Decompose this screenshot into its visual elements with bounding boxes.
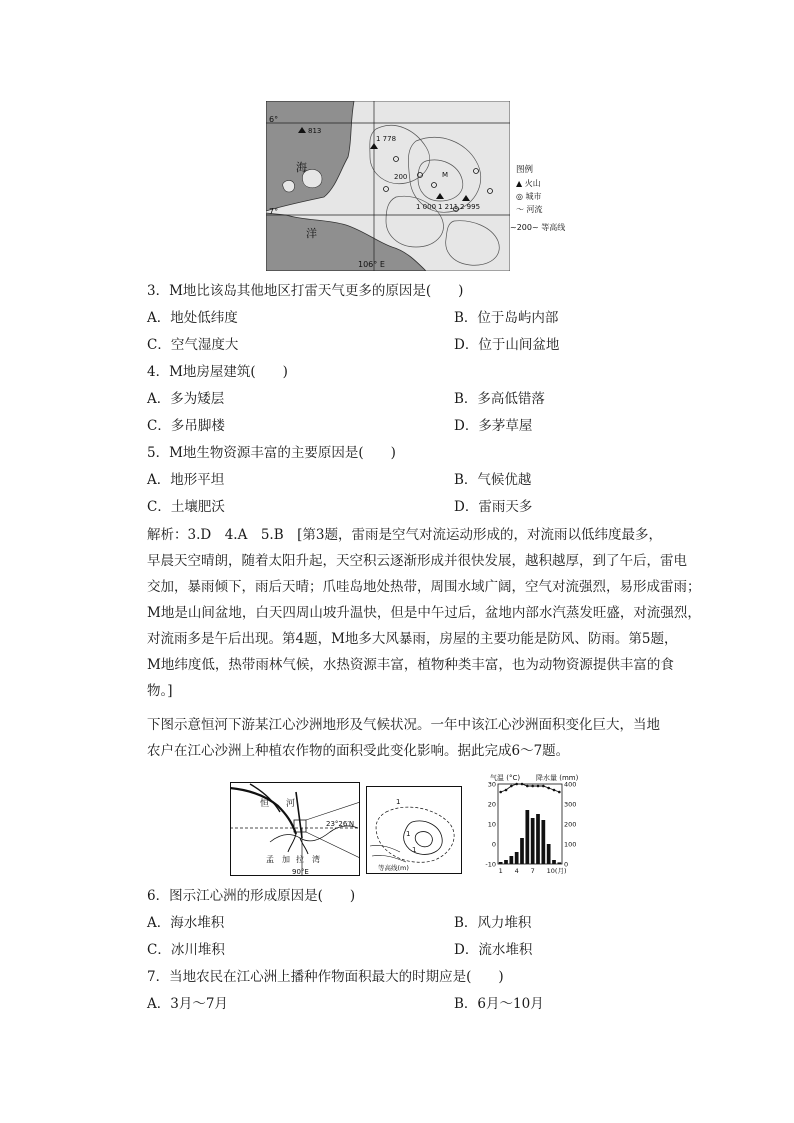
sandbar-inset-map <box>366 786 462 874</box>
q7-option-b[interactable]: B．6月～10月 <box>454 996 544 1012</box>
chart-bar <box>504 860 508 864</box>
chart-temp-point <box>515 783 518 786</box>
river-icon: 〜 <box>516 205 524 214</box>
chart-bar <box>509 856 513 864</box>
chart-temp-point <box>553 789 556 792</box>
chart-temp-point <box>531 785 534 788</box>
q4-option-b[interactable]: B．多高低错落 <box>454 391 545 407</box>
chart-ytick-right: 0 <box>564 860 569 869</box>
chart-ylabel-left: 气温 (°C) <box>490 774 521 782</box>
bay-label-1: 孟 加 <box>266 855 290 864</box>
chart-temp-point <box>558 791 561 794</box>
chart-bar <box>557 862 561 864</box>
chart-bar <box>541 820 545 864</box>
chart-ytick-left: 10 <box>487 820 496 829</box>
legend-city: 城市 <box>525 192 542 201</box>
q5-option-a[interactable]: A．地形平坦 <box>147 472 225 488</box>
chart-bar <box>552 860 556 864</box>
ganges-map <box>230 782 360 876</box>
q3-option-d[interactable]: D．位于山间盆地 <box>454 337 560 353</box>
chart-xtick: 1 <box>498 867 503 875</box>
inset-contour-1b: 1 <box>406 830 411 838</box>
map1-legend <box>516 164 543 216</box>
analysis-line-7: 物。] <box>147 683 173 699</box>
intro-line-1: 下图示意恒河下游某江心沙洲地形及气候状况。一年中该江心沙洲面积变化巨大，当地 <box>147 717 660 733</box>
lat-2326-label: 23°26′N <box>326 820 355 828</box>
q4-option-c[interactable]: C．多吊脚楼 <box>147 418 225 434</box>
lat-7-label: 7° <box>269 207 279 216</box>
chart-ytick-right: 100 <box>564 840 577 849</box>
q3-option-b[interactable]: B．位于岛屿内部 <box>454 310 559 326</box>
analysis-line-6: M地纬度低，热带雨林气候，水热资源丰富，植物种类丰富，也为动物资源提供丰富的食 <box>147 657 674 673</box>
chart-bar <box>515 852 519 864</box>
legend-river: 河流 <box>526 205 543 214</box>
intro-line-2: 农户在江心沙洲上种植农作物的面积受此变化影响。据此完成6～7题。 <box>147 743 570 759</box>
chart-ytick-right: 200 <box>564 820 577 829</box>
sea-label-2: 洋 <box>306 227 317 240</box>
contour-1000-label: 1 000 <box>416 203 437 211</box>
q5-option-c[interactable]: C．土壤肥沃 <box>147 499 225 515</box>
q3-stem: 3．M地比该岛其他地区打雷天气更多的原因是( ) <box>147 283 464 299</box>
analysis-line-1: 解析：3.D 4.A 5.B [第3题，雷雨是空气对流运动形成的，对流雨以低纬度最多， <box>147 527 662 543</box>
chart-ytick-left: -10 <box>485 860 496 869</box>
chart-temp-point <box>499 791 502 794</box>
analysis-line-2: 早晨天空晴朗，随着太阳升起，天空积云逐渐形成并很快发展，越积越厚，到了午后，雷电 <box>147 553 687 569</box>
volcano-icon: ▲ <box>516 179 523 188</box>
peak-1211-label: 1 211 <box>438 203 459 211</box>
he-label: 河 <box>286 799 296 809</box>
java-map <box>266 101 510 271</box>
q5-option-d[interactable]: D．雷雨天多 <box>454 499 533 515</box>
chart-xtick: 4 <box>514 867 519 875</box>
chart-ytick-left: 30 <box>487 780 496 789</box>
q4-option-a[interactable]: A．多为矮层 <box>147 391 225 407</box>
chart-bar <box>520 838 524 864</box>
contour-200-label: 200 <box>394 173 408 181</box>
chart-temp-point <box>510 785 513 788</box>
legend-contour: ~200~ 等高线 <box>510 223 566 232</box>
city-icon: ◎ <box>516 192 523 201</box>
chart-bar <box>499 862 503 864</box>
point-m-label: M <box>442 171 449 179</box>
analysis-line-4: M地是山间盆地，白天四周山坡升温快，但是中午过后，盆地内部水汽蒸发旺盛，对流强烈， <box>147 605 701 621</box>
sea-label-1: 海 <box>296 161 307 174</box>
analysis-line-3: 交加，暴雨倾下，雨后天晴；爪哇岛地处热带，周围水域广阔，空气对流强烈，易形成雷雨； <box>147 579 701 595</box>
bay-label-2: 拉 湾 <box>296 855 320 864</box>
q4-option-d[interactable]: D．多茅草屋 <box>454 418 533 434</box>
q6-option-a[interactable]: A．海水堆积 <box>147 915 225 931</box>
legend-volcano: 火山 <box>524 179 541 188</box>
chart-ytick-left: 0 <box>491 840 496 849</box>
inset-contour-1a: 1 <box>396 798 401 806</box>
lat-6-label: 6° <box>269 115 279 124</box>
chart-xtick: 7 <box>530 867 535 875</box>
chart-bar <box>536 814 540 864</box>
chart-ylabel-right: 降水量 (mm) <box>536 774 579 782</box>
chart-temp-point <box>547 787 550 790</box>
chart-bar <box>525 810 529 864</box>
inset-legend: 等高线(m) <box>378 864 409 872</box>
lon-106-label: 106° E <box>358 260 385 269</box>
chart-ytick-left: 20 <box>487 800 496 809</box>
q5-option-b[interactable]: B．气候优越 <box>454 472 532 488</box>
q4-stem: 4．M地房屋建筑( ) <box>147 364 288 380</box>
heng-label: 恒 <box>260 799 270 809</box>
chart-temp-point <box>526 785 529 788</box>
q6-option-d[interactable]: D．流水堆积 <box>454 942 533 958</box>
chart-bar <box>547 844 551 864</box>
chart-xtick: 10(月) <box>546 867 567 875</box>
legend-title: 图例 <box>516 165 534 175</box>
climate-chart <box>476 772 582 878</box>
chart-ytick-right: 300 <box>564 800 577 809</box>
chart-temp-point <box>537 785 540 788</box>
chart-temp-point <box>521 783 524 786</box>
analysis-line-5: 对流雨多是午后出现。第4题，M地多大风暴雨，房屋的主要功能是防风、防雨。第5题， <box>147 631 678 647</box>
q6-option-c[interactable]: C．冰川堆积 <box>147 942 225 958</box>
chart-temp-point <box>542 785 545 788</box>
chart-temp-point <box>505 789 508 792</box>
q7-stem: 7．当地农民在江心洲上播种作物面积最大的时期应是( ) <box>147 969 504 985</box>
inset-contour-1c: 1 <box>412 846 417 854</box>
chart-bar <box>531 818 535 864</box>
q5-stem: 5．M地生物资源丰富的主要原因是( ) <box>147 445 396 461</box>
q6-option-b[interactable]: B．风力堆积 <box>454 915 532 931</box>
lon-90-label: 90°E <box>292 868 309 876</box>
chart-ytick-right: 400 <box>564 780 577 789</box>
q6-stem: 6．图示江心洲的形成原因是( ) <box>147 888 356 904</box>
chart-frame <box>498 784 562 864</box>
peak-813-label: 813 <box>308 127 322 135</box>
q3-option-a[interactable]: A．地处低纬度 <box>147 310 238 326</box>
peak-1778-label: 1 778 <box>376 135 397 143</box>
q3-option-c[interactable]: C．空气湿度大 <box>147 337 239 353</box>
peak-2995-label: 2 995 <box>460 203 481 211</box>
q7-option-a[interactable]: A．3月～7月 <box>147 996 228 1012</box>
